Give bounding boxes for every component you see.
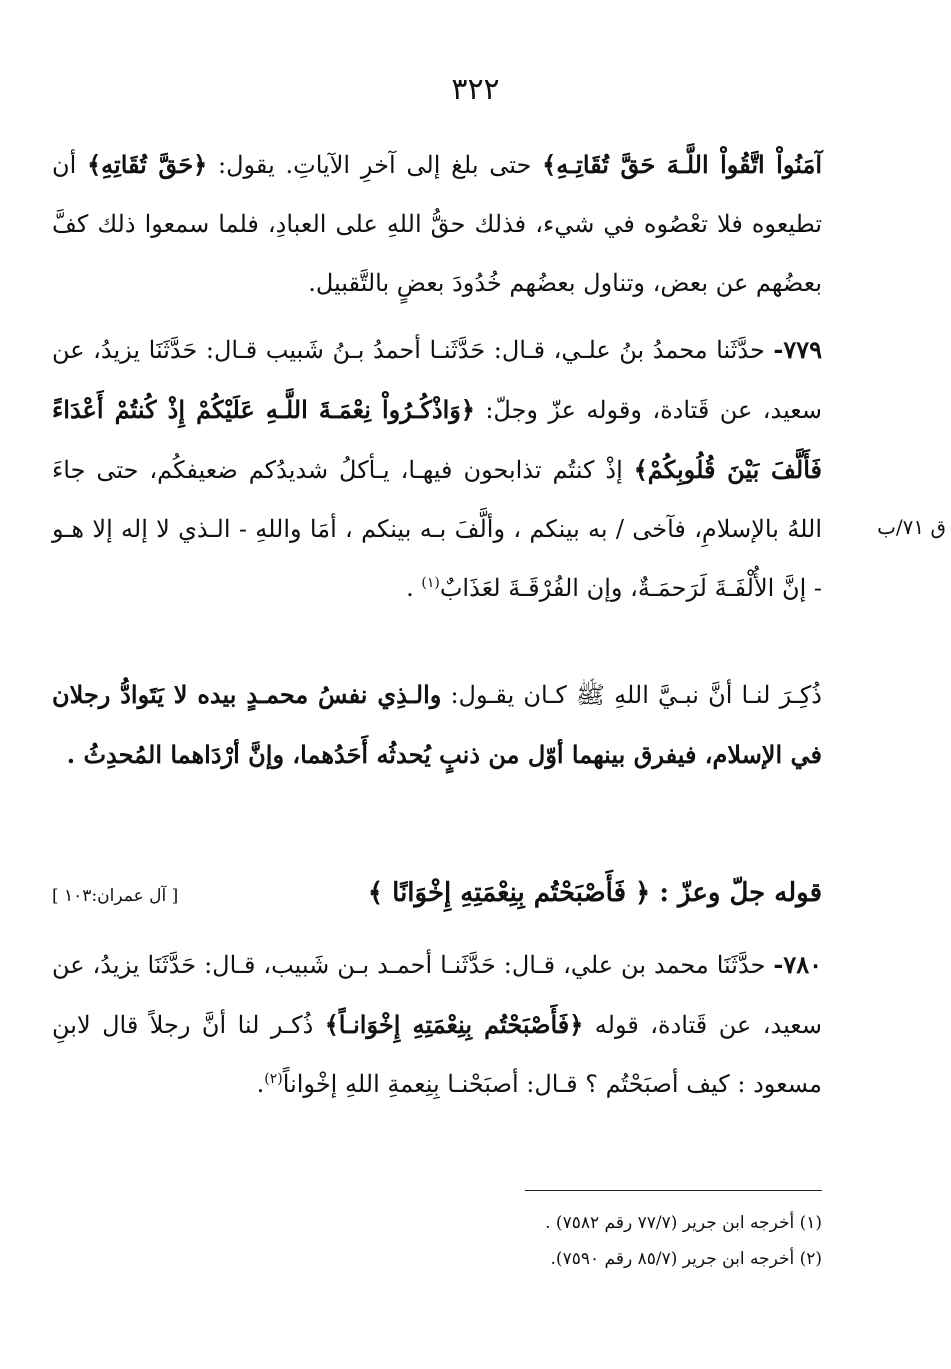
footnote-marker: (١)	[421, 575, 440, 591]
heading-text: قوله جلّ وعزّ : ﴿ فَأَصْبَحْتُم بِنِعْمَتِهِ إِخْوَانًا ﴾	[367, 878, 822, 908]
footnote-divider	[525, 1190, 822, 1191]
page-number: ٣٢٢	[451, 72, 500, 107]
footnote-2: (٢) أخرجه ابن جرير (٨٥/٧ رقم ٧٥٩٠).	[550, 1249, 822, 1269]
paragraph-text: حتى بلغ إلى آخرِ الآياتِ. يقول:	[207, 151, 543, 179]
verse-reference: [ آل عمران:١٠٣ ]	[52, 886, 179, 906]
footnote-marker: (٢)	[264, 1071, 283, 1087]
footnote-1: (١) أخرجه ابن جرير (٧٧/٧ رقم ٧٥٨٢) .	[545, 1213, 822, 1233]
verse-heading	[52, 878, 822, 928]
hadith-text-end: .	[406, 574, 422, 602]
hadith-text: ذُكـر لنا أنَّ رجلاً قال لابنِ مسعود : كيف أصبَحْتُم ؟ قـال: أصبَحْنـا بِنِعمةِ اللهِ إخْواناً	[52, 1011, 822, 1098]
footnotes	[350, 1205, 822, 1277]
hadith-number: ٧٨٠-	[773, 950, 822, 979]
hadith-text: حدَّثَنا محمدُ بنُ علـي، قـال: حَدَّثَنـا أحمدُ بـنُ شَبيب قـال: حَدَّثَنَا يزيدُ، عن سعيد، عن قَتادة، وقوله عزّ وجلّ:	[52, 336, 822, 424]
continuation-paragraph	[52, 135, 822, 310]
hadith-779	[52, 320, 822, 666]
paragraph-text: أن تطيعوه فلا تعْصُوه في شيء، فذلك حقُّ اللهِ على العبادِ، فلما سمعوا ذلك كفَّ بعضُهم عن بعض، وتناول بعضُهم خُدُودَ بعضٍ بالتَّقبيل.	[52, 151, 823, 297]
verse-quote: ﴿حَقَّ تُقَاتِهِ﴾	[87, 150, 208, 179]
hadith-number: ٧٧٩-	[773, 335, 823, 364]
manuscript-margin-note: ق ٧١/ب	[877, 515, 946, 539]
verse-quote: ﴿فَأَصْبَحْتُم بِنِعْمَتِهِ إِخْوَانـاً﴾	[324, 1010, 584, 1039]
paragraph-text: ذُكِـرَ لنـا أنَّ نبـيَّ اللهِ ﷺ كـان يقـول:	[441, 681, 822, 709]
hadith-text: إذْ كنتُم تذابحون فيهـا، يـأكلُ شديدُكم ضعيفكُم، حتى جاءَ اللهُ بالإسلامِ، فآخى / به بينكم ، وألَّفَ بـه بينكم ، أمَا واللهِ - الـذي لا إله إلا هـو - إنَّ الأُلْفَـةَ لَرَحمَـةٌ، وإن الفُرْقَـةَ لعَذَابٌ	[52, 456, 822, 602]
hadith-text: حدَّثَنَا محمد بن علي، قـال: حَدَّثَنـا أحمـد بـن شَبيب، قـال: حَدَّثَنَا يزيدُ، عن سعيد، عن قَتادة، قوله	[52, 951, 822, 1039]
prophet-saying: والـذِي نفسُ محمـدٍ بيده لا يَتَوادُّ رجلان في الإسلام، فيفرق بينهما أوّل من ذنبٍ يُحدثُه أَحَدُهما، وإنَّ أرْدَاهما المُحدِثُ .	[52, 680, 822, 769]
prophet-saying-paragraph	[52, 665, 822, 841]
hadith-780	[52, 935, 822, 1170]
verse-quote: ﴿وَاذْكُـرُواْ نِعْمَـةَ اللَّـهِ عَلَيْكُمْ إِذْ كُنتُمْ أَعْدَاءً فَأَلَّفَ بَيْنَ قُلُوبِكُمْ﴾	[52, 395, 822, 484]
verse-ending: آمَنُواْ اتَّقُواْ اللَّـهَ حَقَّ تُقَاتِـهِ﴾	[542, 150, 823, 179]
hadith-text-end: .	[256, 1070, 265, 1098]
